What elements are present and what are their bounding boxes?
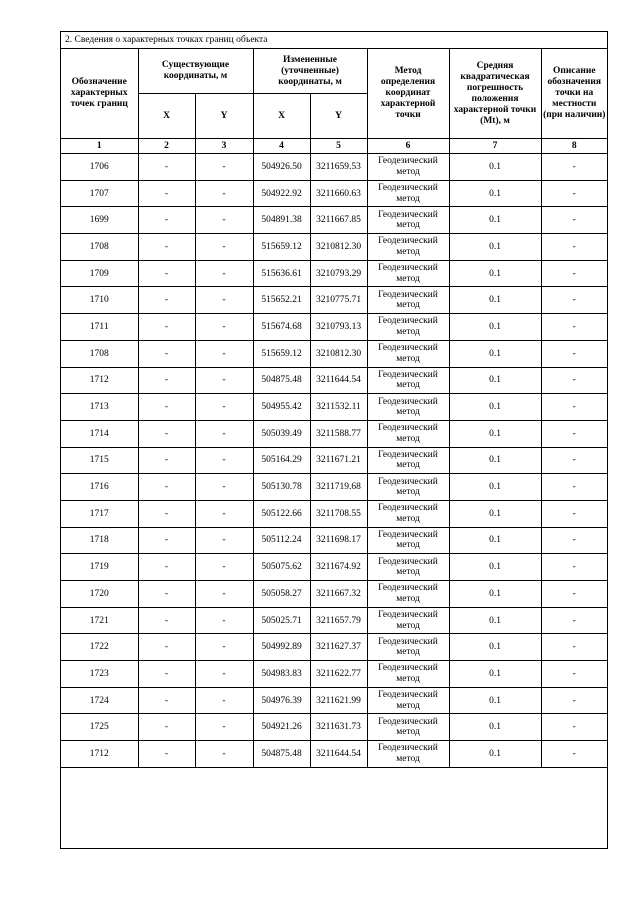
existing-y-cell: - <box>195 661 253 688</box>
description-cell: - <box>541 287 607 314</box>
existing-y-cell: - <box>195 234 253 261</box>
description-cell: - <box>541 714 607 741</box>
changed-y-cell: 3210812.30 <box>310 234 367 261</box>
mean-error-cell: 0.1 <box>449 500 541 527</box>
changed-y-cell: 3211659.53 <box>310 154 367 181</box>
existing-x-cell: - <box>138 367 195 394</box>
existing-x-cell: - <box>138 447 195 474</box>
changed-x-cell: 504875.48 <box>253 741 310 768</box>
existing-y-cell: - <box>195 287 253 314</box>
changed-x-cell: 504955.42 <box>253 394 310 421</box>
changed-x-cell: 515659.12 <box>253 234 310 261</box>
changed-y-cell: 3211627.37 <box>310 634 367 661</box>
existing-y-cell: - <box>195 367 253 394</box>
description-cell: - <box>541 340 607 367</box>
point-cell: 1706 <box>61 154 138 181</box>
changed-y-cell: 3211719.68 <box>310 474 367 501</box>
changed-x-cell: 515674.68 <box>253 314 310 341</box>
mean-error-cell: 0.1 <box>449 661 541 688</box>
changed-y-cell: 3211671.21 <box>310 447 367 474</box>
point-cell: 1716 <box>61 474 138 501</box>
existing-x-cell: - <box>138 207 195 234</box>
changed-y-cell: 3211708.55 <box>310 500 367 527</box>
existing-x-cell: - <box>138 154 195 181</box>
description-cell: - <box>541 367 607 394</box>
table-row <box>61 340 607 367</box>
method-cell: Геодезический метод <box>367 287 449 314</box>
existing-x-cell: - <box>138 687 195 714</box>
column-number: 3 <box>195 139 253 154</box>
mean-error-cell: 0.1 <box>449 420 541 447</box>
mean-error-cell: 0.1 <box>449 367 541 394</box>
mean-error-cell: 0.1 <box>449 154 541 181</box>
existing-x-cell: - <box>138 260 195 287</box>
table-row <box>61 554 607 581</box>
existing-x-cell: - <box>138 180 195 207</box>
method-cell: Геодезический метод <box>367 260 449 287</box>
changed-y-cell: 3211674.92 <box>310 554 367 581</box>
changed-y-cell: 3210793.29 <box>310 260 367 287</box>
description-cell: - <box>541 527 607 554</box>
point-cell: 1717 <box>61 500 138 527</box>
method-cell: Геодезический метод <box>367 154 449 181</box>
header-row <box>61 49 607 94</box>
boundary-points-table <box>61 49 607 768</box>
description-cell: - <box>541 447 607 474</box>
mean-error-cell: 0.1 <box>449 314 541 341</box>
changed-y-cell: 3211621.99 <box>310 687 367 714</box>
method-cell: Геодезический метод <box>367 741 449 768</box>
point-cell: 1719 <box>61 554 138 581</box>
column-number: 6 <box>367 139 449 154</box>
mean-error-cell: 0.1 <box>449 581 541 608</box>
changed-y-cell: 3211631.73 <box>310 714 367 741</box>
existing-x-cell: - <box>138 314 195 341</box>
description-cell: - <box>541 394 607 421</box>
method-cell: Геодезический метод <box>367 314 449 341</box>
description-cell: - <box>541 154 607 181</box>
point-cell: 1725 <box>61 714 138 741</box>
existing-y-cell: - <box>195 581 253 608</box>
method-cell: Геодезический метод <box>367 180 449 207</box>
existing-y-cell: - <box>195 394 253 421</box>
existing-x-cell: - <box>138 340 195 367</box>
changed-y-cell: 3211588.77 <box>310 420 367 447</box>
changed-y-cell: 3211657.79 <box>310 607 367 634</box>
table-row <box>61 447 607 474</box>
existing-y-cell: - <box>195 314 253 341</box>
changed-x-cell: 504891.38 <box>253 207 310 234</box>
existing-x-cell: - <box>138 234 195 261</box>
existing-y-cell: - <box>195 340 253 367</box>
existing-y-cell: - <box>195 527 253 554</box>
description-cell: - <box>541 581 607 608</box>
table-row <box>61 634 607 661</box>
point-cell: 1718 <box>61 527 138 554</box>
method-cell: Геодезический метод <box>367 634 449 661</box>
changed-y-cell: 3210812.30 <box>310 340 367 367</box>
mean-error-cell: 0.1 <box>449 180 541 207</box>
method-cell: Геодезический метод <box>367 581 449 608</box>
changed-x-cell: 504921.26 <box>253 714 310 741</box>
mean-error-cell: 0.1 <box>449 207 541 234</box>
existing-x-cell: - <box>138 474 195 501</box>
document-frame <box>60 31 608 849</box>
header-description: Описание обозначения точки на местности (при наличии) <box>541 49 607 139</box>
mean-error-cell: 0.1 <box>449 234 541 261</box>
changed-y-cell: 3211622.77 <box>310 661 367 688</box>
changed-x-cell: 504976.39 <box>253 687 310 714</box>
existing-x-cell: - <box>138 527 195 554</box>
method-cell: Геодезический метод <box>367 474 449 501</box>
existing-x-cell: - <box>138 394 195 421</box>
description-cell: - <box>541 607 607 634</box>
changed-y-cell: 3211660.63 <box>310 180 367 207</box>
existing-y-cell: - <box>195 420 253 447</box>
description-cell: - <box>541 260 607 287</box>
existing-y-cell: - <box>195 207 253 234</box>
description-cell: - <box>541 180 607 207</box>
table-row <box>61 234 607 261</box>
header-existing-x: X <box>138 94 195 139</box>
table-row <box>61 367 607 394</box>
existing-y-cell: - <box>195 741 253 768</box>
method-cell: Геодезический метод <box>367 714 449 741</box>
table-row <box>61 420 607 447</box>
method-cell: Геодезический метод <box>367 661 449 688</box>
changed-y-cell: 3211644.54 <box>310 741 367 768</box>
method-cell: Геодезический метод <box>367 340 449 367</box>
table-row <box>61 607 607 634</box>
method-cell: Геодезический метод <box>367 687 449 714</box>
mean-error-cell: 0.1 <box>449 394 541 421</box>
table-row <box>61 180 607 207</box>
column-number: 5 <box>310 139 367 154</box>
existing-x-cell: - <box>138 661 195 688</box>
existing-y-cell: - <box>195 180 253 207</box>
mean-error-cell: 0.1 <box>449 741 541 768</box>
mean-error-cell: 0.1 <box>449 340 541 367</box>
table-row <box>61 287 607 314</box>
changed-x-cell: 504875.48 <box>253 367 310 394</box>
table-row <box>61 714 607 741</box>
header-method: Метод определения координат характерной точки <box>367 49 449 139</box>
header-designation: Обозначение характерных точек границ <box>61 49 138 139</box>
existing-y-cell: - <box>195 607 253 634</box>
mean-error-cell: 0.1 <box>449 287 541 314</box>
method-cell: Геодезический метод <box>367 554 449 581</box>
description-cell: - <box>541 741 607 768</box>
method-cell: Геодезический метод <box>367 527 449 554</box>
point-cell: 1710 <box>61 287 138 314</box>
existing-y-cell: - <box>195 554 253 581</box>
existing-x-cell: - <box>138 500 195 527</box>
changed-x-cell: 505130.78 <box>253 474 310 501</box>
point-cell: 1724 <box>61 687 138 714</box>
changed-y-cell: 3210775.71 <box>310 287 367 314</box>
mean-error-cell: 0.1 <box>449 634 541 661</box>
existing-y-cell: - <box>195 500 253 527</box>
column-numbers-row <box>61 139 607 154</box>
table-row <box>61 741 607 768</box>
table-row <box>61 394 607 421</box>
existing-y-cell: - <box>195 634 253 661</box>
description-cell: - <box>541 687 607 714</box>
mean-error-cell: 0.1 <box>449 527 541 554</box>
point-cell: 1712 <box>61 741 138 768</box>
changed-y-cell: 3211667.85 <box>310 207 367 234</box>
table-row <box>61 687 607 714</box>
changed-x-cell: 504926.50 <box>253 154 310 181</box>
changed-x-cell: 505164.29 <box>253 447 310 474</box>
column-number: 2 <box>138 139 195 154</box>
changed-x-cell: 515636.61 <box>253 260 310 287</box>
point-cell: 1707 <box>61 180 138 207</box>
point-cell: 1708 <box>61 234 138 261</box>
description-cell: - <box>541 207 607 234</box>
existing-x-cell: - <box>138 607 195 634</box>
existing-y-cell: - <box>195 260 253 287</box>
table-row <box>61 661 607 688</box>
changed-y-cell: 3210793.13 <box>310 314 367 341</box>
existing-x-cell: - <box>138 714 195 741</box>
point-cell: 1715 <box>61 447 138 474</box>
existing-x-cell: - <box>138 287 195 314</box>
method-cell: Геодезический метод <box>367 394 449 421</box>
description-cell: - <box>541 634 607 661</box>
mean-error-cell: 0.1 <box>449 554 541 581</box>
changed-x-cell: 505075.62 <box>253 554 310 581</box>
description-cell: - <box>541 314 607 341</box>
point-cell: 1709 <box>61 260 138 287</box>
changed-x-cell: 505058.27 <box>253 581 310 608</box>
existing-y-cell: - <box>195 154 253 181</box>
header-existing-coords: Существующие координаты, м <box>138 49 253 94</box>
mean-error-cell: 0.1 <box>449 474 541 501</box>
mean-error-cell: 0.1 <box>449 447 541 474</box>
changed-y-cell: 3211644.54 <box>310 367 367 394</box>
method-cell: Геодезический метод <box>367 607 449 634</box>
table-row <box>61 581 607 608</box>
header-changed-coords: Измененные (уточненные) координаты, м <box>253 49 367 94</box>
mean-error-cell: 0.1 <box>449 607 541 634</box>
point-cell: 1711 <box>61 314 138 341</box>
table-row <box>61 500 607 527</box>
changed-x-cell: 515652.21 <box>253 287 310 314</box>
existing-x-cell: - <box>138 554 195 581</box>
existing-y-cell: - <box>195 474 253 501</box>
changed-x-cell: 504992.89 <box>253 634 310 661</box>
existing-x-cell: - <box>138 420 195 447</box>
description-cell: - <box>541 474 607 501</box>
changed-x-cell: 505025.71 <box>253 607 310 634</box>
changed-x-cell: 504983.83 <box>253 661 310 688</box>
table-row <box>61 474 607 501</box>
description-cell: - <box>541 234 607 261</box>
mean-error-cell: 0.1 <box>449 260 541 287</box>
table-row <box>61 260 607 287</box>
mean-error-cell: 0.1 <box>449 714 541 741</box>
table-body <box>61 154 607 768</box>
changed-y-cell: 3211532.11 <box>310 394 367 421</box>
header-mean-error: Средняя квадратическая погрешность положения характерной точки (Mt), м <box>449 49 541 139</box>
point-cell: 1722 <box>61 634 138 661</box>
description-cell: - <box>541 661 607 688</box>
point-cell: 1720 <box>61 581 138 608</box>
header-changed-y: Y <box>310 94 367 139</box>
method-cell: Геодезический метод <box>367 207 449 234</box>
table-row <box>61 154 607 181</box>
description-cell: - <box>541 554 607 581</box>
existing-x-cell: - <box>138 634 195 661</box>
method-cell: Геодезический метод <box>367 367 449 394</box>
point-cell: 1699 <box>61 207 138 234</box>
point-cell: 1723 <box>61 661 138 688</box>
existing-y-cell: - <box>195 447 253 474</box>
point-cell: 1721 <box>61 607 138 634</box>
section-title: 2. Сведения о характерных точках границ объекта <box>61 32 607 49</box>
column-number: 4 <box>253 139 310 154</box>
changed-x-cell: 504922.92 <box>253 180 310 207</box>
column-number: 1 <box>61 139 138 154</box>
table-row <box>61 207 607 234</box>
description-cell: - <box>541 420 607 447</box>
existing-x-cell: - <box>138 741 195 768</box>
changed-x-cell: 505112.24 <box>253 527 310 554</box>
existing-y-cell: - <box>195 687 253 714</box>
description-cell: - <box>541 500 607 527</box>
point-cell: 1713 <box>61 394 138 421</box>
changed-x-cell: 505122.66 <box>253 500 310 527</box>
method-cell: Геодезический метод <box>367 420 449 447</box>
method-cell: Геодезический метод <box>367 500 449 527</box>
point-cell: 1712 <box>61 367 138 394</box>
existing-x-cell: - <box>138 581 195 608</box>
changed-y-cell: 3211667.32 <box>310 581 367 608</box>
method-cell: Геодезический метод <box>367 447 449 474</box>
method-cell: Геодезический метод <box>367 234 449 261</box>
changed-x-cell: 505039.49 <box>253 420 310 447</box>
header-existing-y: Y <box>195 94 253 139</box>
column-number: 8 <box>541 139 607 154</box>
column-number: 7 <box>449 139 541 154</box>
changed-y-cell: 3211698.17 <box>310 527 367 554</box>
mean-error-cell: 0.1 <box>449 687 541 714</box>
table-row <box>61 314 607 341</box>
header-changed-x: X <box>253 94 310 139</box>
existing-y-cell: - <box>195 714 253 741</box>
table-row <box>61 527 607 554</box>
changed-x-cell: 515659.12 <box>253 340 310 367</box>
point-cell: 1708 <box>61 340 138 367</box>
point-cell: 1714 <box>61 420 138 447</box>
